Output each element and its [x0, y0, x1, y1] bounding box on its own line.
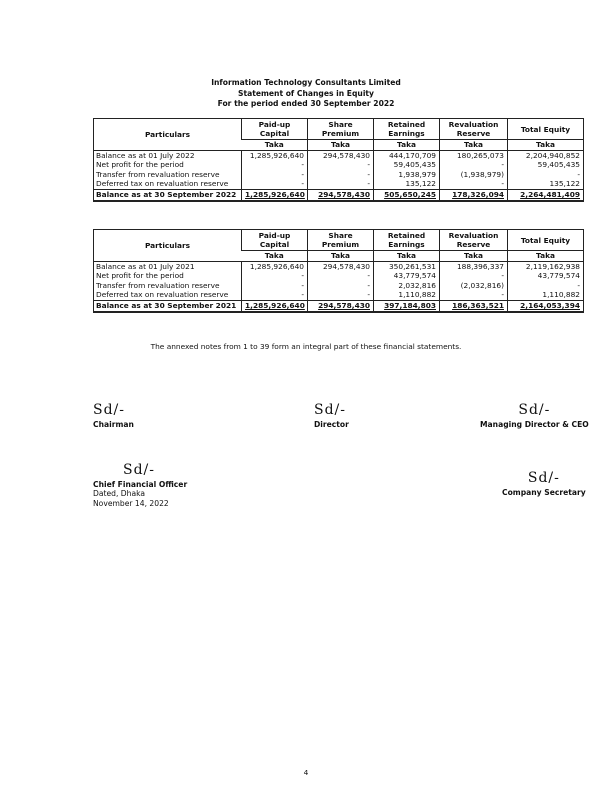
unit-label: Taka [308, 140, 374, 151]
unit-label: Taka [242, 140, 308, 151]
table-cell: - [242, 160, 308, 169]
table-cell: - [308, 179, 374, 189]
header-share-premium: Share Premium [308, 119, 374, 140]
table-cell: Transfer from revaluation reserve [96, 169, 220, 179]
table-cell: - [308, 271, 374, 280]
table-cell: 1,110,882 [508, 290, 584, 300]
header-retained-earnings: Retained Earnings [374, 119, 440, 140]
table-cell: - [242, 290, 308, 300]
table-cell: 1,285,926,640 [242, 189, 308, 201]
table-cell: 1,285,926,640 [242, 262, 308, 272]
table-cell: - [242, 170, 308, 179]
table-cell: Balance as at 30 September 2021 [94, 300, 242, 312]
table-row [94, 179, 584, 189]
table-cell: Deferred tax on revaluation reserve [96, 290, 229, 300]
header-retained-earnings: Retained Earnings [374, 230, 440, 251]
table-cell: 2,032,816 [374, 281, 440, 290]
table-cell: 294,578,430 [308, 262, 374, 272]
header-paid-up: Paid-up Capital [242, 230, 308, 251]
unit-label: Taka [508, 251, 584, 262]
table-cell: Balance as at 01 July 2022 [94, 151, 242, 161]
notes-statement: The annexed notes from 1 to 39 form an integral part of these financial statements. [150, 342, 462, 351]
unit-label: Taka [440, 251, 508, 262]
table-row [94, 290, 584, 300]
table-cell: Balance as at 30 September 2022 [94, 189, 242, 201]
signature-director [314, 402, 349, 429]
table-cell: 188,396,337 [440, 262, 508, 272]
signature-mark: Sd/- [518, 402, 551, 418]
header-revaluation-reserve: Revaluation Reserve [440, 119, 508, 140]
table-cell: 1,110,882 [374, 290, 440, 300]
signature-cfo [93, 462, 187, 509]
statement-period: For the period ended 30 September 2022 [217, 99, 395, 108]
table-cell: - [308, 281, 374, 290]
table-cell: 294,578,430 [308, 151, 374, 161]
unit-label: Taka [242, 251, 308, 262]
table-cell: - [440, 271, 508, 280]
table-cell: Net profit for the period [96, 271, 184, 281]
table-cell: Balance as at 01 July 2021 [94, 262, 242, 272]
statement-title: Statement of Changes in Equity [237, 88, 375, 98]
table-cell: 43,779,574 [508, 271, 584, 280]
table-row [94, 160, 584, 169]
signature-company-secretary [502, 470, 586, 497]
table-cell: - [508, 170, 584, 179]
header-share-premium: Share Premium [308, 230, 374, 251]
table-cell: 59,405,435 [374, 160, 440, 169]
table-cell: - [440, 179, 508, 189]
table-cell: 2,204,940,852 [508, 151, 584, 161]
total-row [94, 300, 584, 312]
table-cell: (2,032,816) [440, 281, 508, 290]
table-cell: 186,363,521 [440, 300, 508, 312]
table-cell: - [242, 179, 308, 189]
unit-label: Taka [440, 140, 508, 151]
signature-chairman [93, 402, 134, 429]
table-cell: - [308, 290, 374, 300]
statement-header [0, 78, 612, 110]
equity-table-2021 [93, 229, 584, 313]
table-cell: 135,122 [374, 179, 440, 189]
table-cell: 135,122 [508, 179, 584, 189]
signature-mark: Sd/- [93, 402, 125, 418]
table-cell: 294,578,430 [308, 189, 374, 201]
table-cell: - [242, 281, 308, 290]
role-cfo: Chief Financial Officer [93, 480, 188, 489]
table-cell: 59,405,435 [508, 160, 584, 169]
table-cell: 2,264,481,409 [508, 189, 584, 201]
table-cell: - [440, 290, 508, 300]
table-cell: 1,285,926,640 [242, 151, 308, 161]
table-row [94, 271, 584, 280]
table-cell: Deferred tax on revaluation reserve [96, 179, 229, 189]
role-chairman: Chairman [93, 420, 134, 429]
header-particulars: Particulars [144, 130, 191, 139]
signature-mark: Sd/- [123, 462, 155, 478]
table-row [94, 151, 584, 161]
table-cell: 2,119,162,938 [508, 262, 584, 272]
table-cell: 505,650,245 [374, 189, 440, 201]
table-cell: 180,265,073 [440, 151, 508, 161]
table-row [94, 281, 584, 290]
signature-md [480, 402, 589, 429]
header-paid-up: Paid-up Capital [242, 119, 308, 140]
header-particulars: Particulars [144, 241, 191, 250]
total-row [94, 189, 584, 201]
unit-label: Taka [308, 251, 374, 262]
table-cell: - [440, 160, 508, 169]
page-number: 4 [303, 768, 309, 777]
signing-date: November 14, 2022 [93, 499, 169, 508]
table-row [94, 170, 584, 179]
header-total-equity: Total Equity [508, 119, 584, 140]
table-cell: Transfer from revaluation reserve [96, 280, 220, 290]
equity-table-2022 [93, 118, 584, 202]
table-cell: - [508, 281, 584, 290]
table-cell: - [242, 271, 308, 280]
table-cell: Net profit for the period [96, 160, 184, 170]
table-cell: 43,779,574 [374, 271, 440, 280]
table-cell: 397,184,803 [374, 300, 440, 312]
unit-label: Taka [374, 140, 440, 151]
header-total-equity: Total Equity [508, 230, 584, 251]
table-cell: - [308, 160, 374, 169]
table-cell: 2,164,053,394 [508, 300, 584, 312]
unit-label: Taka [374, 251, 440, 262]
dated-place: Dated, Dhaka [93, 489, 146, 498]
unit-label: Taka [508, 140, 584, 151]
table-cell: 1,938,979 [374, 170, 440, 179]
table-row [94, 262, 584, 272]
table-cell: 350,261,531 [374, 262, 440, 272]
table-cell: (1,938,979) [440, 170, 508, 179]
table-cell: 444,170,709 [374, 151, 440, 161]
table-cell: 1,285,926,640 [242, 300, 308, 312]
role-managing-director: Managing Director & CEO [480, 420, 589, 429]
role-company-secretary: Company Secretary [502, 488, 586, 497]
signature-mark: Sd/- [314, 402, 346, 418]
table-cell: - [308, 170, 374, 179]
table-cell: 294,578,430 [308, 300, 374, 312]
table-cell: 178,326,094 [440, 189, 508, 201]
role-director: Director [314, 420, 349, 429]
signature-mark: Sd/- [527, 470, 560, 486]
company-name: Information Technology Consultants Limited [211, 78, 401, 87]
header-revaluation-reserve: Revaluation Reserve [440, 230, 508, 251]
